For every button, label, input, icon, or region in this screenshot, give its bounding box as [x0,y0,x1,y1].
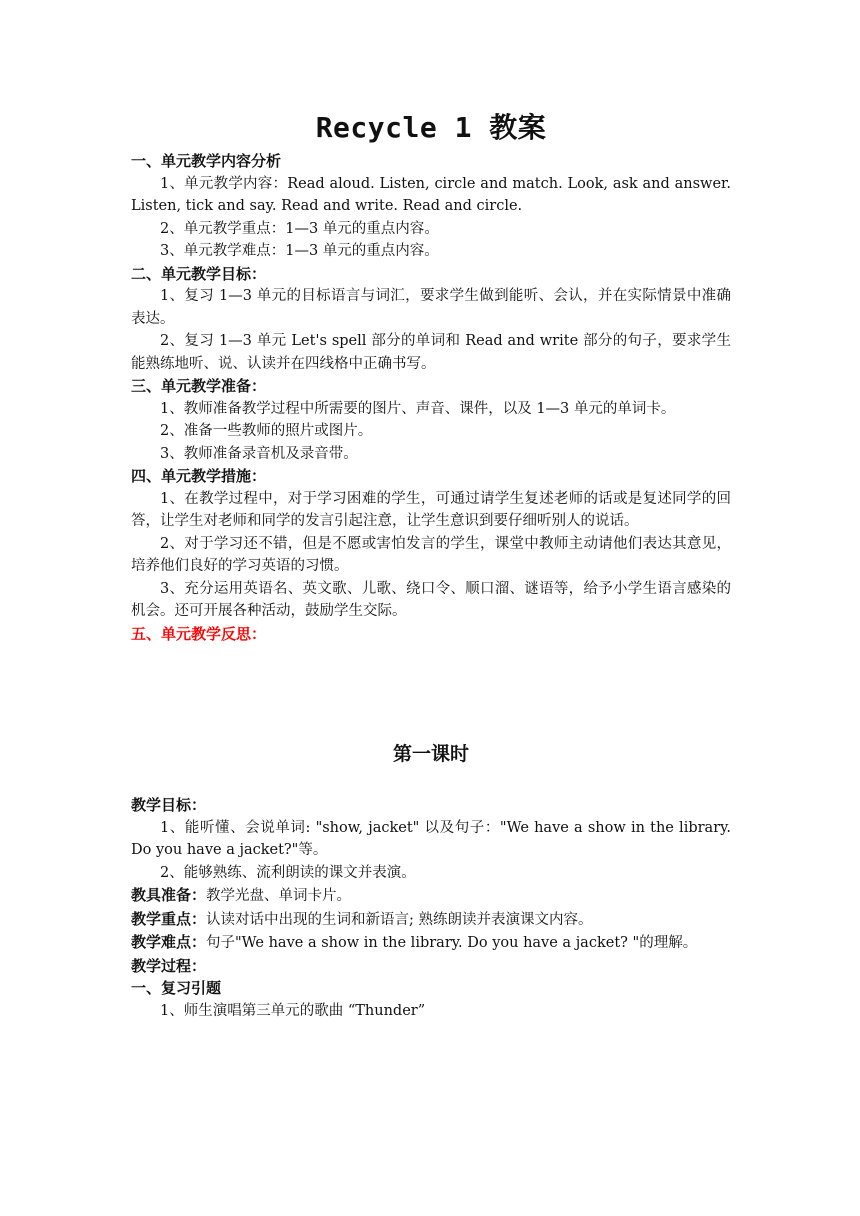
lesson1-step1-item: 1、师生演唱第三单元的歌曲 “Thunder” [160,1002,426,1019]
section3-item-3: 3、教师准备录音机及录音带。 [160,445,358,462]
section4-item-3: 3、充分运用英语名、英文歌、儿歌、绕口令、顺口溜、谜语等，给予小学生语言感染的机会。还可开展各种活动，鼓励学生交际。 [131,580,731,619]
section4-item-2: 2、对于学习还不错，但是不愿或害怕发言的学生，课堂中教师主动请他们表达其意见，培养他们良好的学习英语的习惯。 [131,535,731,574]
lesson1-title: 第一课时 [392,743,469,765]
lesson1-process-label: 教学过程： [131,956,207,975]
section2-item-1: 1、复习 1—3 单元的目标语言与词汇，要求学生做到能听、会认，并在实际情景中准确表达。 [131,288,731,327]
section2-item-2: 2、复习 1—3 单元 Let's spell 部分的单词和 Read and write 部分的句子，要求学生能熟练地听、说、认读并在四线格中正确书写。 [131,333,731,372]
lesson1-goal-2: 2、能够熟练、流利朗读的课文并表演。 [160,864,416,881]
section3-heading: 三、单元教学准备： [131,377,267,395]
lesson1-key-line [131,908,731,932]
lesson1-key-text: 认读对话中出现的生词和新语言; 熟练朗读并表演课文内容。 [206,911,593,928]
blank-space [131,645,731,740]
section1-item-1: 1、单元教学内容：Read aloud. Listen, circle and match. Look, ask and answer. Listen, tick and say. Read and write. Read and circle. [131,175,731,214]
section5-heading: 五、单元教学反思： [131,624,267,643]
document-body [131,108,731,1022]
lesson1-tools-text: 教学光盘、单词卡片。 [206,888,352,904]
lesson1-tools-line [131,884,731,908]
section1-item-3: 3、单元教学难点：1—3 单元的重点内容。 [160,243,439,259]
blank-space-2 [131,768,731,794]
lesson1-tools-label: 教具准备： [131,886,207,904]
section3-item-2: 2、准备一些教师的照片或图片。 [160,423,373,439]
section1-item-2: 2、单元教学重点：1—3 单元的重点内容。 [160,220,439,237]
lesson1-difficult-line [131,931,731,955]
lesson1-key-label: 教学重点： [131,909,207,928]
section1-heading: 一、单元教学内容分析 [131,152,282,170]
lesson1-goals-label: 教学目标： [131,796,207,814]
section2-heading: 二、单元教学目标： [131,264,267,283]
section4-item-1: 1、在教学过程中，对于学习困难的学生，可通过请学生复述老师的话或是复述同学的回答，让学生对老师和同学的发言引起注意，让学生意识到要仔细听别人的说话。 [131,490,731,529]
lesson1-goal-1: 1、能听懂、会说单词: "show, jacket" 以及句子："We have a show in the library. Do you have a jacket?"等。 [131,819,731,858]
section3-item-1: 1、教师准备教学过程中所需要的图片、声音、课件，以及 1—3 单元的单词卡。 [160,400,676,417]
lesson1-step1-heading: 一、复习引题 [131,979,222,997]
lesson1-difficult-label: 教学难点： [131,933,207,951]
section4-heading: 四、单元教学措施： [131,467,267,485]
lesson1-difficult-text: 句子"We have a show in the library. Do you have a jacket? "的理解。 [206,935,698,951]
document-title: Recycle 1 教案 [315,111,547,144]
